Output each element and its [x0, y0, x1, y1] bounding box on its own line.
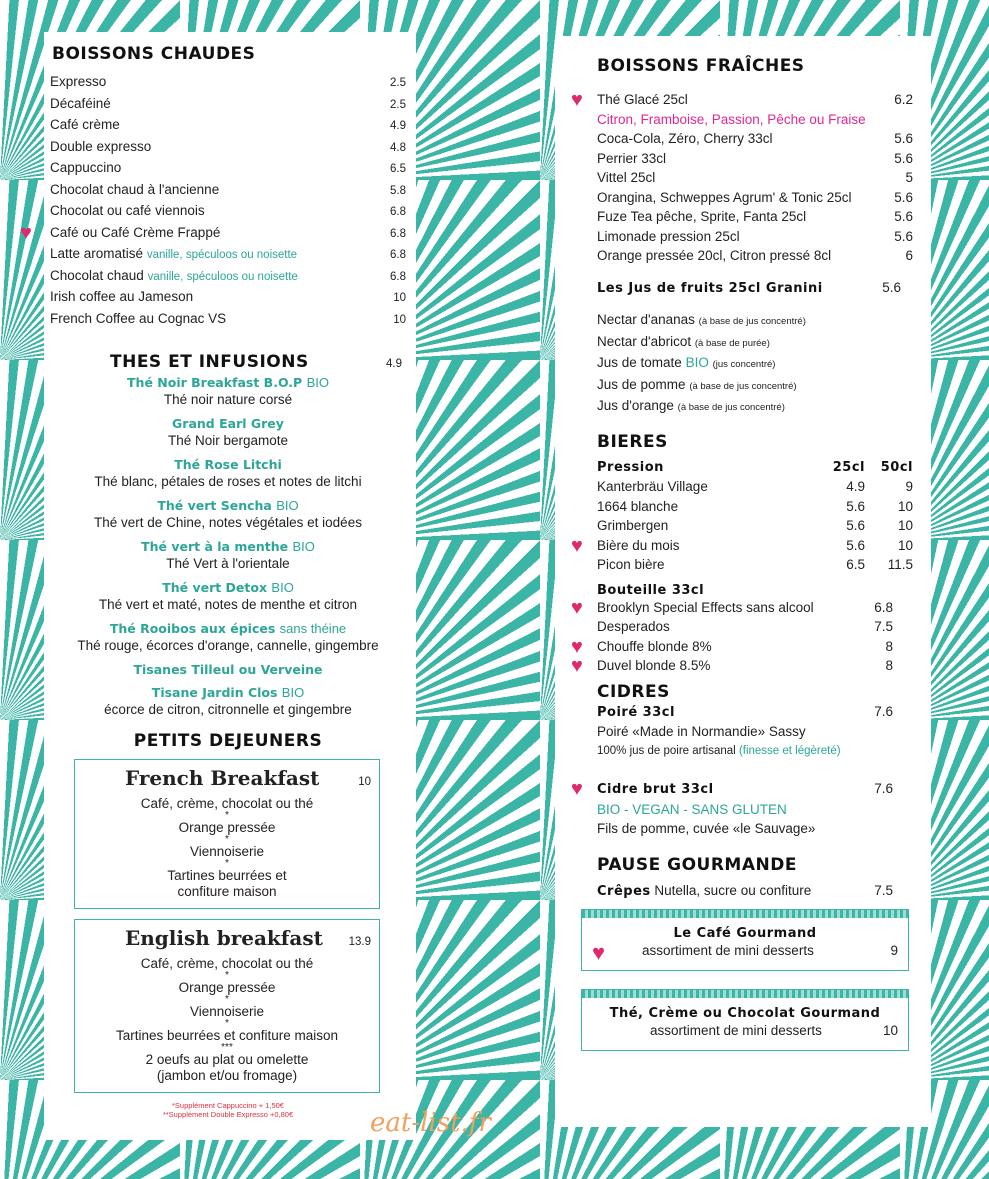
french-breakfast-name: French Breakfast [125, 766, 320, 790]
bottle-item [571, 596, 913, 619]
hot-drinks-list [20, 72, 406, 330]
tea-desc: Thé vert de Chine, notes végétales et iodées [94, 515, 362, 530]
item-label [50, 244, 297, 266]
item-name: Orangina, Schweppes Agrum' & Tonic 25cl [597, 189, 852, 205]
cidre-desc [597, 819, 913, 839]
item-name: Café ou Café Crème Frappé [50, 224, 221, 240]
menu-item [50, 309, 406, 331]
item-price: 6.2 [894, 92, 913, 107]
item-name: French Coffee au Cognac VS [50, 310, 227, 326]
item-name: Desperados [597, 619, 670, 634]
item-prices [825, 536, 913, 556]
cold-drinks-title: BOISSONS FRAÎCHES [597, 56, 805, 76]
tea-title: Thé Rose Litchi [174, 457, 282, 472]
poire-desc-2 [597, 742, 913, 762]
juice-name: Nectar d'ananas [597, 312, 695, 327]
juice-item [597, 396, 913, 418]
item-name: Décaféiné [50, 95, 111, 111]
item-price: 5.6 [894, 189, 913, 205]
eb-line: Tartines beurrées et confiture maison [115, 1028, 339, 1043]
item-name: Chocolat chaud à l'ancienne [50, 181, 220, 197]
menu-item [50, 201, 406, 223]
tea-bio: BIO [271, 580, 294, 595]
item-name: Café crème [50, 117, 120, 132]
item-name: Chocolat chaud [50, 267, 144, 283]
supplement-double-expresso: **Supplément Double Expresso +0,80€ [162, 1110, 294, 1119]
the-gourmand-name: Thé, Crème ou Chocolat Gourmand [609, 1006, 881, 1021]
tea-name [50, 661, 406, 678]
tea-title: Thé vert Detox [162, 580, 268, 595]
col-50cl: 50cl [880, 459, 913, 475]
the-gourmand-desc: assortiment de mini desserts [650, 1023, 822, 1038]
fb-line: confiture maison [177, 884, 277, 899]
menu-item-crepes [597, 881, 913, 902]
juice-name: Jus de tomate [597, 355, 682, 370]
fb-line: Café, crème, chocolat ou thé [140, 796, 314, 811]
item-name: Chocolat ou café viennois [50, 203, 205, 218]
fb-star: * [225, 810, 229, 821]
item-label [50, 266, 298, 288]
english-breakfast-price: 13.9 [348, 936, 371, 948]
menu-item [597, 207, 913, 227]
menu-item [50, 72, 406, 94]
tea-name [50, 579, 406, 596]
tea-bio: BIO [292, 539, 315, 554]
col-25cl: 25cl [832, 459, 865, 475]
tea-title: Thé Rooibos aux épices [109, 621, 276, 636]
fb-line: Viennoiserie [189, 844, 265, 859]
item-label [50, 115, 120, 135]
heart-icon: ♥ [571, 534, 583, 557]
juice-item [597, 332, 913, 354]
menu-item [597, 129, 913, 149]
iced-tea-flavors [597, 110, 913, 130]
item-price: 5.6 [894, 150, 913, 166]
price-50cl: 10 [897, 518, 913, 533]
tea-name [50, 456, 406, 473]
breakfast-title: PETITS DEJEUNERS [133, 731, 323, 751]
supplement-note [50, 1101, 406, 1119]
menu-item [50, 115, 406, 137]
item-name: Irish coffee au Jameson [50, 289, 194, 304]
menu-item-poire [597, 702, 913, 723]
tea-title: Tisane Jardin Clos [151, 685, 278, 700]
item-name: Fuze Tea pêche, Sprite, Fanta 25cl [597, 209, 807, 224]
tea-desc: Thé Vert à l'orientale [166, 556, 290, 571]
item-price: 8 [885, 638, 893, 654]
item-price: 7.6 [874, 781, 893, 796]
heart-icon: ♥ [592, 940, 606, 965]
item-price: 8 [885, 658, 893, 673]
cidre-tags [597, 800, 913, 820]
juice-note: (jus concentré) [712, 359, 776, 370]
item-name: Coca-Cola, Zéro, Cherry 33cl [597, 131, 773, 146]
tea-desc: Thé blanc, pétales de roses et notes de litchi [94, 474, 362, 489]
heart-icon: ♥ [571, 655, 583, 677]
english-breakfast-name: English breakfast [125, 926, 323, 950]
french-breakfast-box [74, 759, 380, 909]
bottle-item [597, 617, 913, 637]
eb-line: 2 oeufs au plat ou omelette [145, 1052, 309, 1067]
item-name: Poiré 33cl [597, 704, 675, 720]
item-price: 5.8 [390, 184, 406, 197]
poire-desc [597, 722, 913, 742]
item-price: 2.5 [390, 77, 406, 89]
tea-desc: Thé Noir bergamote [167, 433, 289, 448]
tea-name [50, 374, 406, 391]
price-25cl: 5.6 [846, 518, 865, 533]
bottle-label: Bouteille 33cl [597, 582, 705, 598]
item-label [50, 309, 226, 329]
item-desc: Nutella, sucre ou confiture [654, 882, 812, 898]
heart-icon: ♥ [20, 221, 32, 244]
price-25cl: 5.6 [846, 537, 865, 553]
watermark-logo: eat-list.fr [370, 1108, 491, 1138]
fb-line: Orange pressée [178, 820, 276, 835]
item-name: Limonade pression 25cl [597, 228, 740, 244]
bottle-item [571, 655, 913, 677]
beer-item [597, 516, 913, 536]
price-50cl: 10 [897, 537, 913, 553]
tea-name [50, 684, 406, 701]
item-price: 5.6 [894, 131, 913, 146]
eb-star: * [225, 1018, 229, 1029]
item-price: 6.8 [390, 206, 406, 218]
tea-title: Thé Noir Breakfast B.O.P [127, 375, 303, 390]
cafe-gourmand-name: Le Café Gourmand [673, 926, 817, 941]
juice-label [597, 375, 797, 397]
supplement-cappuccino: *Supplément Cappuccino + 1,50€ [172, 1101, 284, 1110]
eb-line: (jambon et/ou fromage) [156, 1068, 298, 1083]
item-price: 10 [393, 292, 406, 304]
tea-name [50, 415, 406, 432]
pression-list [571, 477, 913, 575]
menu-item [597, 149, 913, 169]
item-price: 7.5 [874, 619, 893, 634]
tea-title: Thé vert à la menthe [141, 539, 289, 554]
menu-item [50, 287, 406, 309]
item-name: Chouffe blonde 8% [597, 638, 712, 654]
price-50cl: 11.5 [887, 557, 913, 572]
item-prices [825, 516, 913, 536]
item-price: 6 [905, 248, 913, 263]
tea-desc: écorce de citron, citronnelle et gingembre [104, 702, 352, 717]
item-price: 4.9 [390, 120, 406, 132]
bottle-list [571, 596, 913, 677]
juice-note: (à base de jus concentré) [677, 402, 785, 413]
item-price: 6.5 [390, 163, 406, 175]
eb-line: Viennoiserie [189, 1004, 265, 1019]
tea-name [50, 497, 406, 514]
beer-item [597, 497, 913, 517]
eb-star: * [225, 994, 229, 1005]
menu-item [597, 246, 913, 266]
heart-icon: ♥ [571, 89, 583, 111]
eb-star: * [225, 970, 229, 981]
item-label [50, 223, 220, 243]
eb-line: Orange pressée [178, 980, 276, 995]
item-prices [825, 497, 913, 517]
teas-price: 4.9 [386, 358, 402, 370]
cidre-desc-text: Fils de pomme, cuvée «le Sauvage» [597, 821, 816, 836]
juices-price: 5.6 [882, 279, 901, 295]
item-name: Cappuccino [50, 160, 122, 175]
hot-drinks-title: BOISSONS CHAUDES [52, 44, 256, 64]
juice-note: (à base de jus concentré) [698, 316, 806, 327]
item-price: 10 [393, 313, 406, 326]
item-name: Picon bière [597, 557, 665, 572]
menu-item [50, 137, 406, 159]
fb-star: * [225, 834, 229, 845]
box-stripe [582, 910, 908, 918]
cafe-gourmand-desc: assortiment de mini desserts [642, 943, 814, 958]
item-label [50, 201, 205, 221]
item-name: Orange pressée 20cl, Citron pressé 8cl [597, 248, 832, 263]
box-stripe [582, 990, 908, 998]
menu-item [50, 244, 406, 266]
price-50cl: 10 [897, 498, 913, 514]
item-label [50, 180, 219, 200]
menu-item [20, 221, 406, 245]
item-name: Grimbergen [597, 518, 669, 533]
tea-desc: Thé rouge, écorces d'orange, cannelle, gingembre [77, 638, 379, 653]
cafe-gourmand-price: 9 [890, 943, 898, 958]
the-gourmand-price: 10 [882, 1023, 898, 1038]
tea-desc: Thé noir nature corsé [163, 392, 293, 407]
juice-name: Jus d'orange [597, 398, 674, 413]
item-price: 5.6 [894, 228, 913, 244]
item-price: 7.5 [874, 882, 893, 898]
item-price: 7.6 [874, 703, 893, 719]
item-name: Expresso [50, 74, 107, 89]
item-price: 4.8 [390, 141, 406, 154]
menu-item [597, 168, 913, 188]
pause-title: PAUSE GOURMANDE [597, 854, 797, 875]
tea-title: Tisanes Tilleul ou Verveine [133, 662, 323, 677]
item-name: Kanterbräu Village [597, 479, 708, 494]
item-name: Vittel 25cl [597, 170, 656, 185]
item-price: 6.8 [390, 270, 406, 283]
poire-line: 100% jus de poire artisanal [597, 744, 736, 757]
item-prices [825, 477, 913, 497]
french-breakfast-price: 10 [358, 776, 371, 788]
heart-icon: ♥ [571, 596, 583, 619]
item-label [50, 94, 111, 114]
juices-header [597, 278, 913, 299]
beers-title: BIERES [597, 431, 668, 452]
fb-star: * [225, 858, 229, 869]
price-25cl: 4.9 [846, 479, 865, 494]
item-name: Duvel blonde 8.5% [597, 658, 711, 673]
menu-item [50, 94, 406, 116]
juice-item [597, 310, 913, 332]
item-prices [825, 555, 913, 575]
item-label [50, 137, 151, 157]
item-name: Double expresso [50, 138, 152, 154]
item-price: 2.5 [390, 98, 406, 111]
ciders-title: CIDRES [597, 681, 670, 702]
menu-item [50, 180, 406, 202]
item-name: Crêpes [597, 883, 651, 899]
tea-bio: BIO [276, 498, 299, 513]
juice-name: Jus de pomme [597, 376, 686, 392]
juice-label [597, 396, 785, 418]
pression-label: Pression [597, 459, 664, 475]
item-price: 5.6 [894, 209, 913, 224]
teas-title: THES ET INFUSIONS [110, 352, 309, 372]
menu-item [50, 266, 406, 288]
item-name: Perrier 33cl [597, 150, 667, 166]
item-note: vanille, spéculoos ou noisette [147, 270, 298, 283]
tea-title: Grand Earl Grey [172, 416, 284, 431]
cold-drinks-list [597, 129, 913, 266]
tea-bio: sans théine [279, 621, 347, 636]
menu-item [597, 227, 913, 247]
tea-title: Thé vert Sencha [157, 498, 272, 513]
item-label [50, 72, 106, 92]
item-label [50, 287, 193, 307]
eb-star: *** [221, 1042, 233, 1053]
item-name: Bière du mois [597, 537, 680, 553]
beer-item [597, 477, 913, 497]
price-50cl: 9 [905, 479, 913, 494]
poire-line: Poiré «Made in Normandie» Sassy [597, 724, 806, 739]
heart-icon: ♥ [571, 635, 583, 658]
item-price: 5 [905, 170, 913, 185]
heart-icon: ♥ [571, 778, 583, 800]
poire-note: (finesse et légèreté) [738, 744, 841, 757]
juice-name: Nectar d'abricot [597, 333, 692, 349]
juice-item [597, 353, 913, 375]
cafe-gourmand-box [581, 909, 909, 971]
flavors-text: Citron, Framboise, Passion, Pêche ou Fraise [597, 111, 866, 127]
left-menu-panel [20, 32, 416, 1140]
item-name: Latte aromatisé [50, 246, 144, 261]
the-gourmand-box [581, 989, 909, 1051]
item-price: 6.8 [390, 249, 406, 261]
tea-bio: BIO [281, 685, 305, 700]
price-25cl: 5.6 [846, 498, 865, 514]
item-name: 1664 blanche [597, 498, 679, 514]
menu-item [597, 188, 913, 208]
menu-item [50, 158, 406, 180]
cidre-tags-text: BIO - VEGAN - SANS GLUTEN [597, 801, 787, 817]
juice-note: (à base de purée) [694, 337, 770, 349]
item-price: 6.8 [390, 227, 406, 240]
english-breakfast-box [74, 919, 380, 1093]
juice-label [597, 310, 806, 332]
menu-item-cidre [571, 778, 913, 800]
tea-desc: Thé vert et maté, notes de menthe et citron [98, 597, 358, 612]
juice-label [597, 353, 775, 375]
juices-title: Les Jus de fruits 25cl Granini [597, 280, 823, 296]
teas-list [50, 374, 406, 719]
juice-note: (à base de jus concentré) [689, 380, 797, 392]
item-name: Cidre brut 33cl [597, 782, 714, 797]
juice-bio: BIO [685, 355, 709, 370]
price-25cl: 6.5 [846, 557, 865, 572]
eb-line: Café, crème, chocolat ou thé [140, 956, 314, 971]
item-note: vanille, spéculoos ou noisette [146, 249, 298, 261]
beer-item [571, 534, 913, 557]
pression-header [597, 458, 913, 478]
tea-name [50, 620, 406, 637]
beer-item [597, 555, 913, 575]
tea-bio: BIO [306, 375, 329, 390]
juices-list [597, 310, 913, 418]
bottle-item [571, 635, 913, 658]
juice-item [597, 375, 913, 397]
item-name: Brooklyn Special Effects sans alcool [597, 599, 814, 615]
item-name: Thé Glacé 25cl [597, 92, 688, 107]
item-price: 6.8 [874, 599, 893, 615]
menu-item-iced-tea [571, 89, 913, 111]
tea-name [50, 538, 406, 555]
fb-line: Tartines beurrées et [167, 868, 287, 883]
juice-label [597, 332, 770, 354]
right-menu-panel [555, 36, 931, 1127]
item-label [50, 158, 121, 178]
